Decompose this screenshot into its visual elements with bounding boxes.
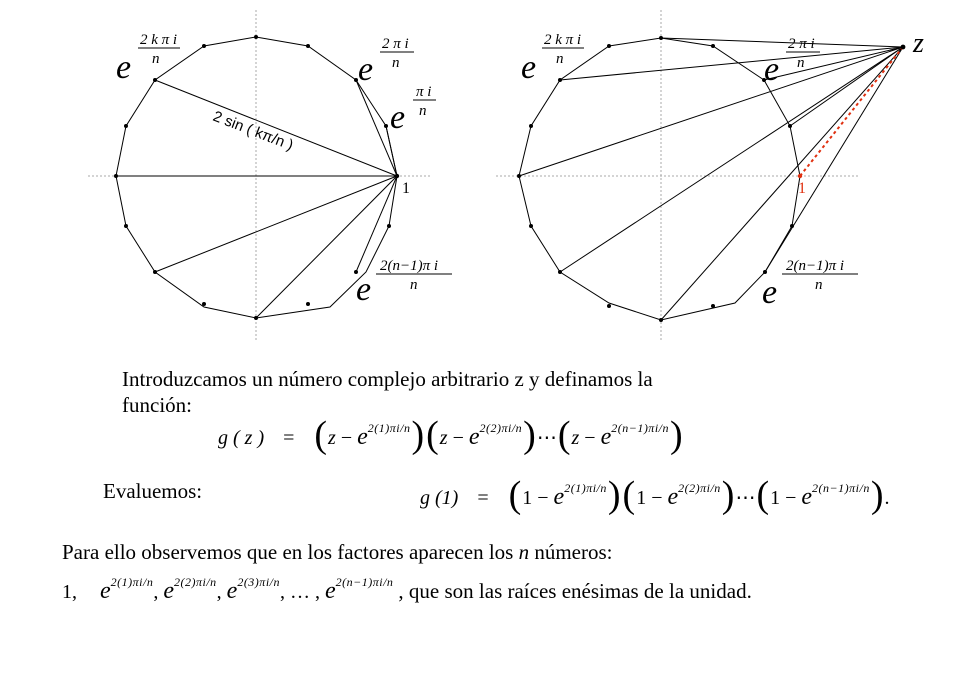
observe-n: n <box>518 540 530 564</box>
left-bottom-den: n <box>410 277 418 293</box>
g-1-eq: = <box>477 487 489 509</box>
g-1-lhs: g (1) <box>420 487 459 509</box>
g-1-end: . <box>884 487 890 509</box>
g-z-dots: ⋯ <box>536 427 557 449</box>
left-upper-den: n <box>392 55 400 71</box>
g-z-var-3: z <box>571 427 580 449</box>
left-mid-num: π i <box>416 84 432 100</box>
roots-exp-4: 2(n−1)πi/n <box>335 575 394 589</box>
formula-g-1: g $(1) = (1 - e^{2(1)\pi i/n})(1$ − $e^{2(2)\pi i/n})\cdots(1 - e^{2(n-1)\pi i/n})$. <box>420 474 890 516</box>
right-lines-to-z <box>519 38 903 320</box>
left-one-label: 1 <box>402 180 410 197</box>
g-1-exp-1: 2(1)πi/n <box>564 481 607 495</box>
g-z-var-1: z <box>328 427 336 449</box>
intro-line-2: función: <box>122 393 192 417</box>
right-top-num: 2 k π i <box>544 32 582 48</box>
g-z-exp-2: 2(2)πi/n <box>479 421 523 435</box>
g-z-var-2: z <box>439 427 448 449</box>
right-dotted-segment <box>800 47 903 176</box>
right-upper-num: 2 π i <box>788 36 815 52</box>
observe-end: números: <box>534 540 613 564</box>
g-z-exp-1: 2(1)πi/n <box>367 421 411 435</box>
g-z-eq: = <box>283 427 295 449</box>
left-upper-e: e <box>358 51 374 88</box>
right-z-label: z <box>913 28 924 59</box>
g-z-exp-3: 2(n−1)πi/n <box>611 421 669 435</box>
g-1-dots: ⋯ <box>735 487 756 509</box>
roots-exp-1: 2(1)πi/n <box>110 575 154 589</box>
evaluemos-label: Evaluemos: <box>103 479 203 503</box>
left-upper-num: 2 π i <box>382 36 409 52</box>
right-upper-den: n <box>797 55 805 71</box>
left-top-e: e <box>116 49 132 86</box>
roots-ellipsis: … , <box>289 581 320 603</box>
right-top-e: e <box>521 49 537 86</box>
g-1-var-3: 1 <box>770 487 781 509</box>
left-chord-label: 2 sin ( kπ/n ) <box>210 107 296 155</box>
right-one-label: 1 <box>798 180 806 197</box>
roots-exp-3: 2(3)πi/n <box>237 575 280 589</box>
formula-g-z: g ( z ) = $(z - e^{2(1)\pi i/n})(z$ − $e^{2(2)\pi i/n})\cdots(z - e^{2(n-1)\pi i/n})$ <box>218 414 683 456</box>
roots-first: 1, <box>62 581 77 603</box>
observe-paragraph <box>62 539 612 565</box>
left-bottom-e: e <box>356 271 372 308</box>
g-z-lhs: g ( z ) <box>218 427 265 449</box>
right-top-den: n <box>556 51 564 67</box>
left-bottom-num: 2(n−1)π i <box>380 258 439 274</box>
g-1-var-1: 1 <box>522 487 533 509</box>
left-top-den: n <box>152 51 160 67</box>
right-bottom-e: e <box>762 274 778 311</box>
g-1-var-2: 1 <box>636 487 647 509</box>
left-mid-den: n <box>419 103 427 119</box>
right-bottom-num: 2(n−1)π i <box>786 258 845 274</box>
g-1-exp-2: 2(2)πi/n <box>678 481 721 495</box>
left-figure <box>88 10 452 340</box>
intro-line-1: Introduzcamos un número complejo arbitrario z y definamos la <box>122 367 653 391</box>
right-figure <box>496 10 924 340</box>
roots-line: 1, $e^{2(1)\pi i/n}$, $e^{2(2)\pi i/n}$, $e^{2(3)\pi i/n}$, … , $e^{2(n-1)\pi i/n}$ , que son las raíces enésimas de la unidad. <box>62 575 752 604</box>
left-mid-e: e <box>390 99 406 136</box>
roots-exp-2: 2(2)πi/n <box>173 575 217 589</box>
right-upper-e: e <box>764 51 780 88</box>
observe-text: Para ello observemos que en los factores aparecen los <box>62 540 514 564</box>
roots-end-text: , que son las raíces enésimas de la unidad. <box>398 579 752 603</box>
g-1-exp-3: 2(n−1)πi/n <box>812 481 870 495</box>
left-top-num: 2 k π i <box>140 32 178 48</box>
right-bottom-den: n <box>815 277 823 293</box>
